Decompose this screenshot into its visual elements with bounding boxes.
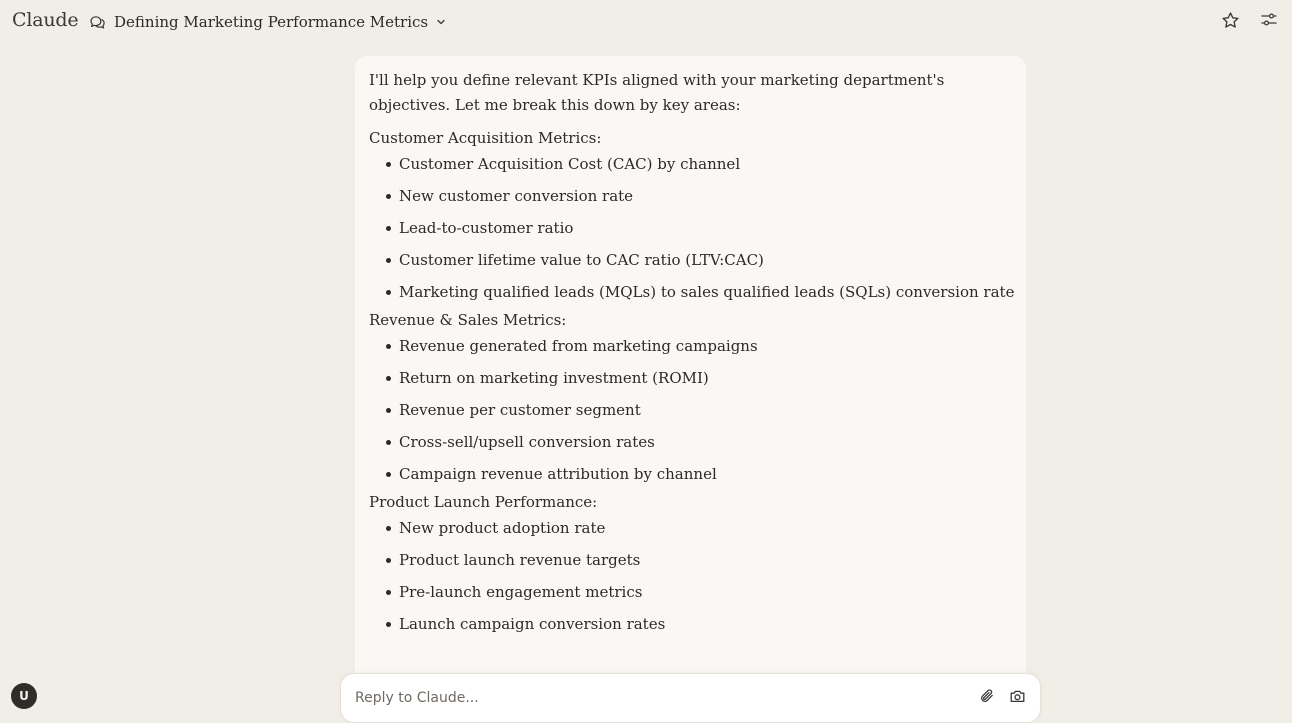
- list-item-text: Lead-to-customer ratio: [399, 219, 574, 237]
- bullet-dot: [386, 590, 391, 595]
- list-item: [369, 217, 1012, 239]
- conversation-title: Defining Marketing Performance Metrics: [114, 13, 429, 31]
- camera-icon: [1009, 688, 1026, 709]
- list-item-text: Return on marketing investment (ROMI): [399, 369, 709, 387]
- bullet-dot: [386, 440, 391, 445]
- chevron-down-icon: [436, 17, 446, 27]
- camera-button[interactable]: [1007, 688, 1027, 708]
- list-item: [369, 367, 1012, 389]
- bullet-dot: [386, 472, 391, 477]
- list-item-text: New product adoption rate: [399, 519, 606, 537]
- list-item: [369, 613, 1012, 635]
- list-item-text: Launch campaign conversion rates: [399, 615, 666, 633]
- list-item-text: New customer conversion rate: [399, 187, 634, 205]
- star-button[interactable]: [1218, 10, 1242, 34]
- list-item: [369, 249, 1012, 271]
- bullet-dot: [386, 526, 391, 531]
- assistant-message: [355, 56, 1026, 696]
- list-item-text: Revenue generated from marketing campaigns: [399, 337, 758, 355]
- list-item-text: Revenue per customer segment: [399, 401, 641, 419]
- list-item: [369, 517, 1012, 539]
- section-customer-acquisition: [369, 127, 1015, 303]
- claude-logo[interactable]: Claude: [12, 9, 79, 31]
- list-item-text: Customer Acquisition Cost (CAC) by channel: [399, 155, 741, 173]
- list-item-text: Product launch revenue targets: [399, 551, 641, 569]
- list-item: [369, 335, 1012, 357]
- list-item: [369, 281, 1015, 303]
- list-item: [369, 463, 1012, 485]
- list-item-text: Marketing qualified leads (MQLs) to sales qualified leads (SQLs) conversion rate: [399, 283, 1015, 301]
- star-icon: [1221, 11, 1240, 34]
- bullet-dot: [386, 290, 391, 295]
- bullet-dot: [386, 558, 391, 563]
- section-product-launch: [369, 491, 1012, 635]
- list-item: [369, 153, 1012, 175]
- attach-button[interactable]: [977, 688, 997, 708]
- bullet-dot: [386, 226, 391, 231]
- sliders-icon: [1260, 11, 1278, 33]
- reply-input[interactable]: [355, 687, 955, 709]
- bullet-dot: [386, 162, 391, 167]
- list-item: [369, 185, 1012, 207]
- reply-box: [340, 673, 1041, 723]
- bullet-dot: [386, 258, 391, 263]
- list-item-text: Cross-sell/upsell conversion rates: [399, 433, 655, 451]
- section-title: Customer Acquisition Metrics:: [369, 129, 602, 147]
- bullet-dot: [386, 194, 391, 199]
- list-item: [369, 549, 1012, 571]
- bullet-list: [369, 517, 1012, 635]
- chat-bubbles-icon: [89, 14, 106, 31]
- top-bar: [0, 0, 1292, 44]
- bullet-dot: [386, 344, 391, 349]
- list-item: [369, 399, 1012, 421]
- list-item-text: Pre-launch engagement metrics: [399, 583, 643, 601]
- section-title: Revenue & Sales Metrics:: [369, 311, 567, 329]
- bullet-dot: [386, 622, 391, 627]
- list-item: [369, 581, 1012, 603]
- paperclip-icon: [979, 688, 995, 708]
- message-intro: I'll help you define relevant KPIs aligned with your marketing department's objectives. Let me break this down by key areas:: [369, 71, 945, 114]
- user-avatar[interactable]: U: [11, 683, 37, 709]
- section-revenue-sales: [369, 309, 1012, 485]
- bullet-dot: [386, 408, 391, 413]
- list-item: [369, 431, 1012, 453]
- bullet-list: [369, 335, 1012, 485]
- section-title: Product Launch Performance:: [369, 493, 598, 511]
- list-item-text: Customer lifetime value to CAC ratio (LTV:CAC): [399, 251, 764, 269]
- settings-button[interactable]: [1257, 10, 1281, 34]
- bullet-list: [369, 153, 1015, 303]
- list-item-text: Campaign revenue attribution by channel: [399, 465, 717, 483]
- conversation-title-menu[interactable]: [89, 10, 446, 34]
- bullet-dot: [386, 376, 391, 381]
